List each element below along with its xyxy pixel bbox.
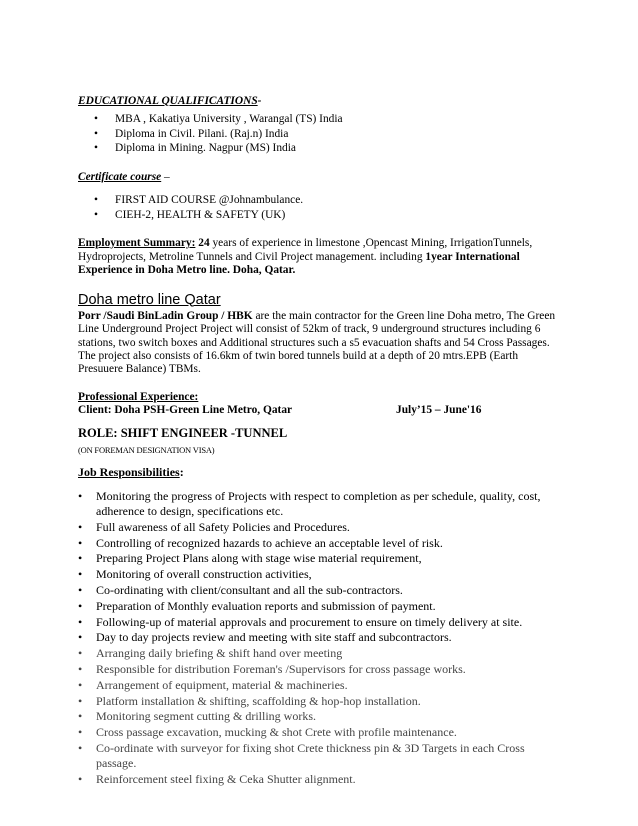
education-heading-suffix: -	[257, 95, 262, 107]
list-item: • Co-ordinating with client/consultant and all the sub-contractors.	[78, 583, 560, 598]
certificate-heading: Certificate course	[78, 170, 162, 183]
employment-text: years of experience in limestone ,Opencast Mining, IrrigationTunnels, Hydroprojects, Metroline Tunnels and Civil Project management. including	[78, 237, 533, 263]
resume-content	[78, 95, 560, 787]
certificate-list	[78, 194, 560, 222]
list-item: • Responsible for distribution Foreman's /Supervisors for cross passage works.	[78, 662, 560, 677]
list-item: • Cross passage excavation, mucking & shot Crete with profile maintenance.	[78, 725, 560, 740]
job-heading-suffix: :	[179, 465, 184, 480]
role-title: ROLE: SHIFT ENGINEER -TUNNEL	[78, 426, 288, 441]
list-item: • Arranging daily briefing & shift hand over meeting	[78, 646, 560, 661]
list-item: • Reinforcement steel fixing & Ceka Shutter alignment.	[78, 772, 560, 787]
list-item: • Monitoring segment cutting & drilling works.	[78, 709, 560, 724]
education-heading-row	[78, 95, 560, 108]
education-list	[78, 113, 560, 155]
list-item: • Monitoring of overall construction activities,	[78, 567, 560, 582]
professional-heading: Professional Experience:	[78, 390, 199, 403]
project-text: are the main contractor for the Green line Doha metro, The Green Line Underground Project Project will consist of 52km of track, 9 underground structures including 6 stations, two switch boxes and Additional structures such a s5 evacuation shafts and 54 Cross Passages. The project also consists of 16.6km of twin bored tunnels build at a depth of 20 mtrs.EPB (Earth Presuuere Balance) TBMs.	[78, 309, 556, 376]
list-item: • Diploma in Civil. Pilani. (Raj.n) India	[78, 128, 560, 141]
project-contractor: Porr /Saudi BinLadin Group / HBK	[78, 309, 253, 322]
list-item: • Following-up of material approvals and procurement to ensure on timely delivery at site.	[78, 615, 560, 630]
role-note: (ON FOREMAN DESIGNATION VISA)	[78, 445, 215, 456]
list-item: • Diploma in Mining. Nagpur (MS) India	[78, 142, 560, 155]
client-name: Client: Doha PSH-Green Line Metro, Qatar	[78, 404, 293, 417]
list-item: • Day to day projects review and meeting with site staff and subcontractors.	[78, 630, 560, 645]
employment-summary	[78, 237, 560, 277]
certificate-heading-suffix: –	[161, 170, 170, 183]
list-item: • Platform installation & shifting, scaffolding & hop-hop installation.	[78, 694, 560, 709]
list-item: • Monitoring the progress of Projects with respect to completion as per schedule, quality, cost, adherence to design, specifications etc.	[78, 489, 560, 518]
project-title: Doha metro line Qatar	[78, 291, 221, 308]
certificate-heading-row	[78, 171, 560, 184]
list-item: • Arrangement of equipment, material & machineries.	[78, 678, 560, 693]
job-heading-row	[78, 465, 560, 479]
client-dates: July’15 – June'16	[396, 404, 482, 417]
list-item: • MBA , Kakatiya University , Warangal (TS) India	[78, 113, 560, 126]
education-heading: EDUCATIONAL QUALIFICATIONS	[78, 95, 258, 107]
list-item: • Controlling of recognized hazards to achieve an acceptable level of risk.	[78, 536, 560, 551]
employment-label: Employment Summary:	[78, 237, 196, 250]
list-item: • Preparation of Monthly evaluation reports and submission of payment.	[78, 599, 560, 614]
list-item: • Preparing Project Plans along with stage wise material requirement,	[78, 551, 560, 566]
list-item: • Co-ordinate with surveyor for fixing shot Crete thickness pin & 3D Targets in each Cross passage.	[78, 741, 560, 770]
employment-years: 24	[198, 237, 210, 250]
client-row	[78, 404, 560, 418]
list-item: • FIRST AID COURSE @Johnambulance.	[78, 194, 560, 207]
job-responsibilities-list	[78, 489, 560, 786]
project-description	[78, 310, 560, 377]
list-item: • CIEH-2, HEALTH & SAFETY (UK)	[78, 209, 560, 222]
list-item: • Full awareness of all Safety Policies and Procedures.	[78, 520, 560, 535]
job-heading: Job Responsibilities	[78, 465, 180, 480]
employment-international: 1year International Experience in Doha Metro line. Doha, Qatar.	[78, 250, 520, 277]
